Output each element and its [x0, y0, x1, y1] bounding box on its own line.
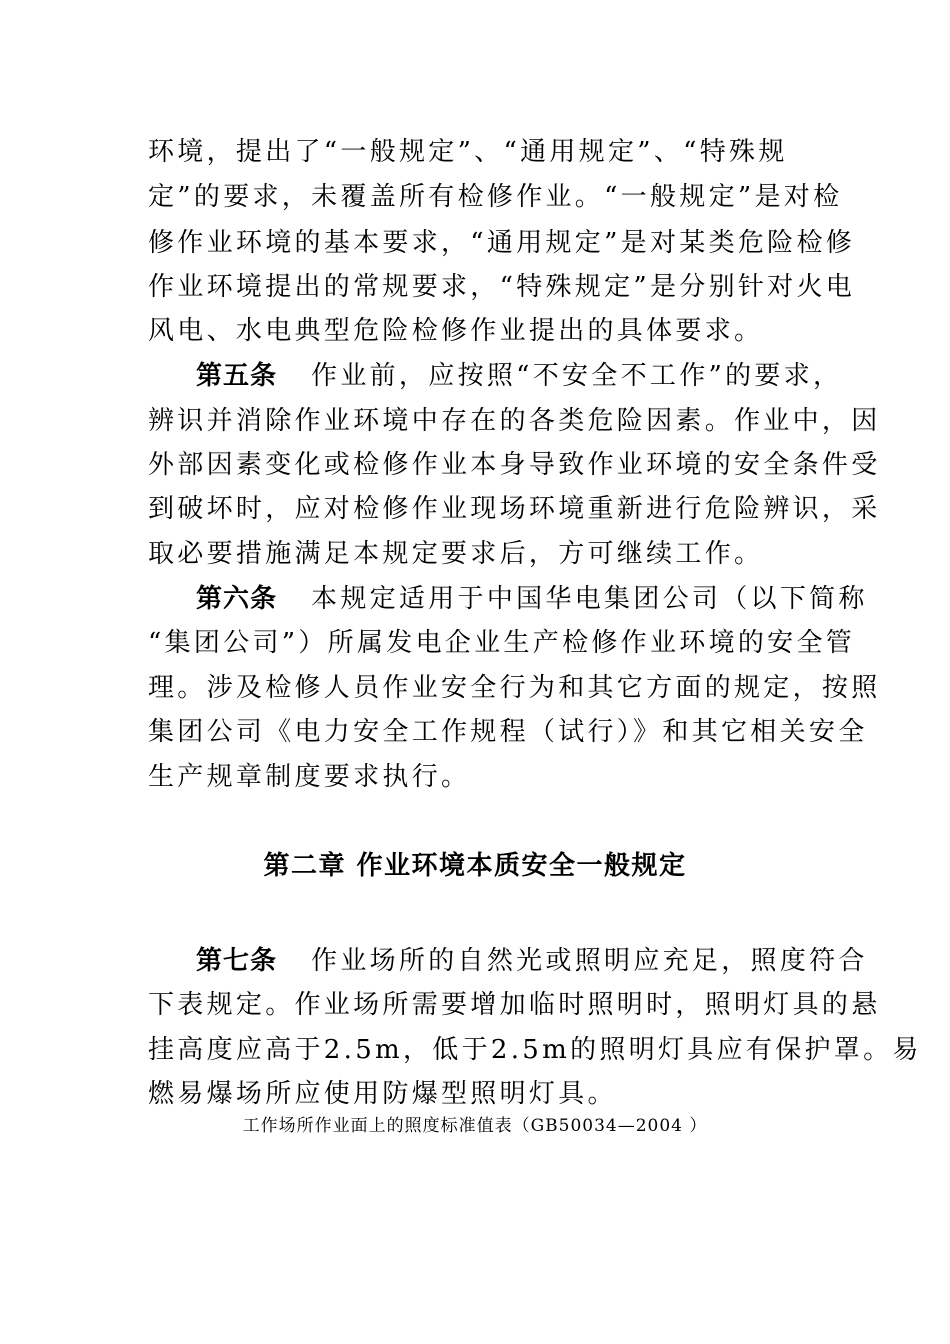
article-5-line-5: 取必要措施满足本规定要求后，方可继续工作。 — [148, 539, 764, 569]
article-7-text-start: 作业场所的自然光或照明应充足，照度符合 — [311, 946, 868, 976]
article-7-label: 第七条 — [196, 946, 278, 976]
article-5-first-line — [196, 361, 842, 391]
chapter-heading: 第二章 作业环境本质安全一般规定 — [263, 851, 687, 881]
article-5-label: 第五条 — [196, 361, 278, 391]
table-caption: 工作场所作业面上的照度标准值表（GB50034—2004 ） — [242, 1116, 708, 1136]
article-5-line-2: 辨识并消除作业环境中存在的各类危险因素。作业中，因 — [148, 406, 881, 436]
article-5-text-start: 作业前，应按照“不安全不工作”的要求， — [311, 361, 843, 391]
article-7-first-line — [196, 946, 868, 976]
intro-line-5: 风电、水电典型危险检修作业提出的具体要求。 — [148, 316, 764, 346]
intro-line-4: 作业环境提出的常规要求，“特殊规定”是分别针对火电 — [148, 272, 856, 302]
article-7-line-3: 挂高度应高于2.5m，低于2.5m的照明灯具应有保护罩。易 — [148, 1035, 922, 1065]
intro-line-3: 修作业环境的基本要求，“通用规定”是对某类危险检修 — [148, 228, 856, 258]
article-6-first-line — [196, 584, 868, 614]
article-6-label: 第六条 — [196, 584, 278, 614]
article-5-line-3: 外部因素变化或检修作业本身导致作业环境的安全条件受 — [148, 450, 881, 480]
article-7-line-4: 燃易爆场所应使用防爆型照明灯具。 — [148, 1079, 617, 1109]
article-6-text-start: 本规定适用于中国华电集团公司（以下简称 — [311, 584, 868, 614]
article-6-line-2: “集团公司”）所属发电企业生产检修作业环境的安全管 — [148, 628, 856, 658]
article-7-line-2: 下表规定。作业场所需要增加临时照明时，照明灯具的悬 — [148, 990, 881, 1020]
article-5-line-4: 到破坏时，应对检修作业现场环境重新进行危险辨识，采 — [148, 494, 881, 524]
article-6-line-4: 集团公司《电力安全工作规程（试行）》和其它相关安全 — [148, 717, 868, 747]
article-6-line-3: 理。涉及检修人员作业安全行为和其它方面的规定，按照 — [148, 673, 881, 703]
intro-line-2: 定”的要求，未覆盖所有检修作业。“一般规定”是对检 — [148, 182, 843, 212]
intro-line-1: 环境，提出了“一般规定”、“通用规定”、“特殊规 — [148, 137, 788, 167]
article-6-line-5: 生产规章制度要求执行。 — [148, 762, 471, 792]
